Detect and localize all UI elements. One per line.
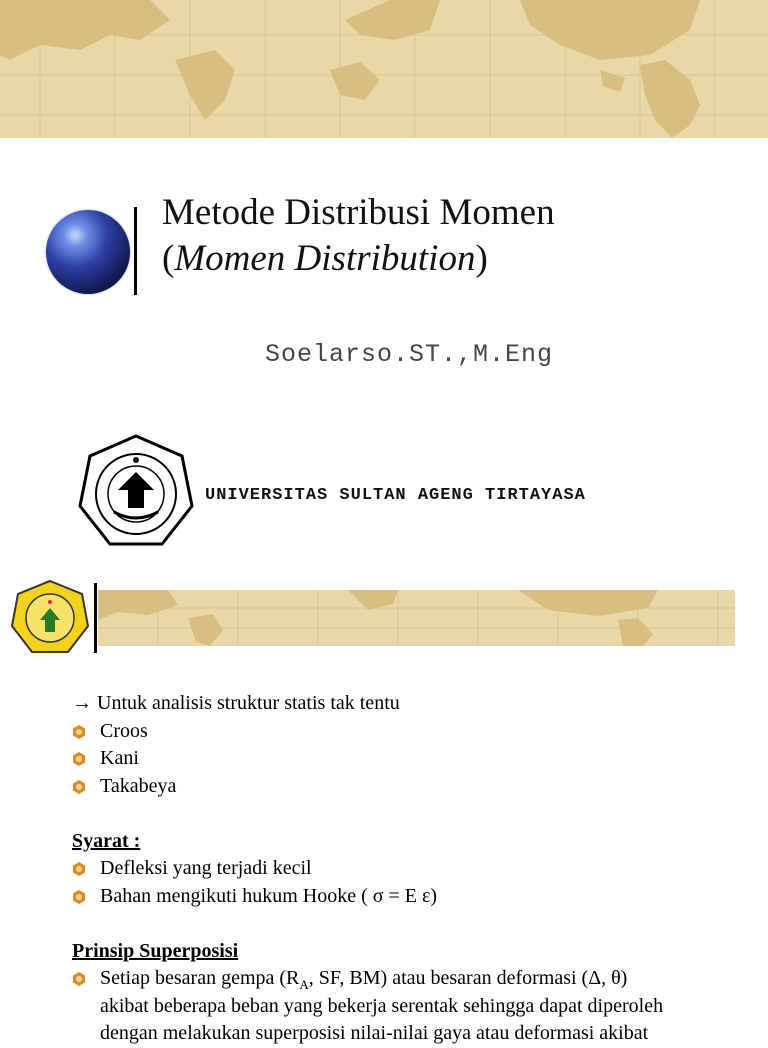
list-item [72,855,742,883]
list-item [72,773,742,801]
prinsip-text-a: Setiap besaran gempa (R [100,967,300,989]
title-line-2 [162,236,555,282]
list-item [72,745,742,773]
prinsip-paragraph [72,965,742,1048]
syarat-item: Bahan mengikuti hukum Hooke ( σ = E ε) [100,884,438,907]
list-item [72,718,742,746]
bullet-icon [72,890,86,904]
syarat-item: Defleksi yang terjadi kecil [100,857,312,879]
author-name: Soelarso.ST.,M.Eng [265,340,554,369]
title-paren-close: ) [475,238,488,279]
title-italic: Momen Distribution [174,238,476,279]
world-map-strip-icon [98,590,735,646]
intro-line: → Untuk analisis struktur statis tak tentu [72,692,400,714]
bullet-icon [72,972,86,986]
syarat-heading: Syarat : [72,829,141,852]
university-seal-logo [76,432,196,552]
bullet-icon [72,780,86,794]
university-name: UNIVERSITAS SULTAN AGENG TIRTAYASA [205,486,586,505]
prinsip-text-b: , SF, BM) atau besaran deformasi (Δ, θ) [308,967,628,989]
method-item: Croos [100,719,148,742]
world-map-banner-middle [98,590,735,646]
world-map-icon [0,0,768,138]
bullet-icon [72,862,86,876]
spacer [72,910,742,938]
spacer [72,800,742,828]
list-item [72,883,742,911]
prinsip-heading: Prinsip Superposisi [72,939,239,962]
world-map-banner-top [0,0,768,138]
prinsip-line-2: akibat beberapa beban yang bekerja serentak sehingga dapat diperoleh [100,994,664,1017]
university-color-logo [10,578,90,656]
bullet-icon [72,752,86,766]
globe-icon [46,210,130,294]
prinsip-line-3: dengan melakukan superposisi nilai-nilai gaya atau deformasi akibat [100,1022,649,1044]
bullet-icon [72,725,86,739]
method-item: Takabeya [100,774,177,797]
logo-divider [94,583,97,653]
prinsip-subscript: A [299,977,309,992]
title-line-1: Metode Distribusi Momen [162,192,555,233]
page-title [162,190,555,282]
title-divider [134,207,137,295]
prinsip-line-1 [100,965,742,993]
method-item: Kani [100,747,139,769]
title-paren-open: ( [162,238,175,279]
slide-content [72,690,742,1048]
